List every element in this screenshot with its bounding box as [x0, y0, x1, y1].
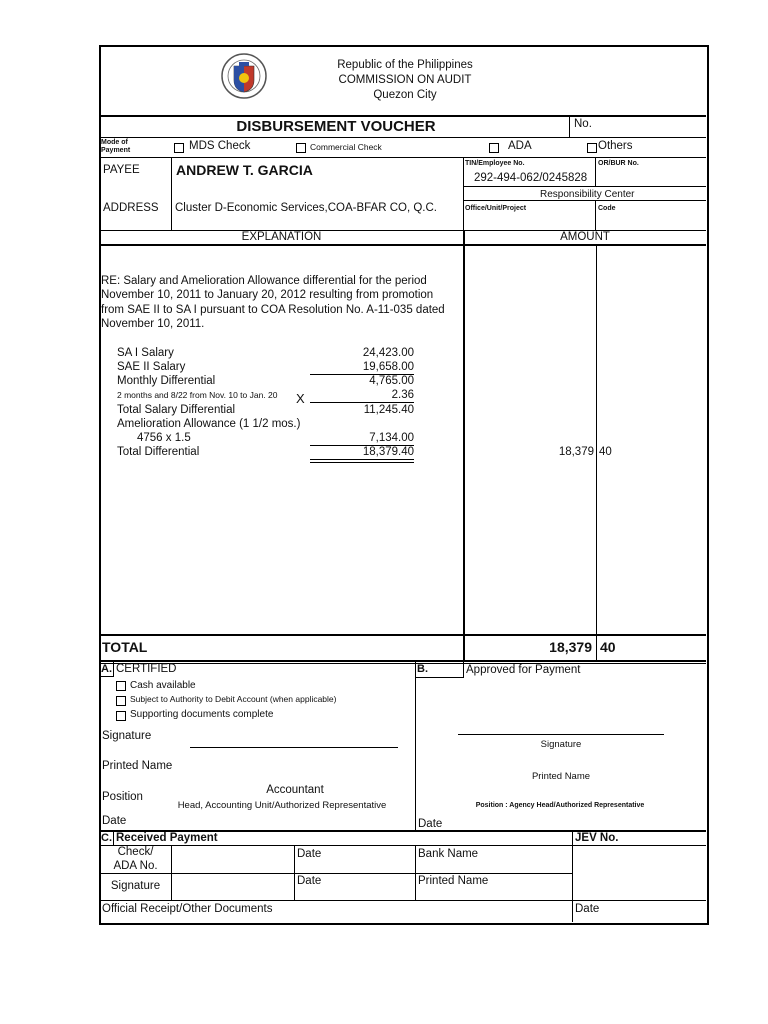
code-label: Code: [598, 205, 616, 212]
others-checkbox[interactable]: [587, 143, 597, 153]
commercial-check-label: Commercial Check: [310, 142, 382, 152]
explanation-line: November 10, 2011.: [101, 318, 205, 330]
section-b-date-label: Date: [418, 818, 443, 830]
sae2-salary-label: SAE II Salary: [117, 361, 186, 373]
rule: [463, 662, 464, 678]
amount-header: AMOUNT: [560, 231, 610, 243]
times-sign: X: [296, 391, 305, 406]
tin-value: 292-494-062/0245828: [474, 172, 588, 184]
rule: [415, 845, 416, 900]
rule: [596, 244, 597, 662]
official-receipt-label: Official Receipt/Other Documents: [102, 903, 273, 915]
ada-label: ADA: [508, 140, 532, 152]
section-a-printed-name-label: Printed Name: [102, 760, 173, 772]
rule: [100, 845, 706, 846]
rule: [595, 157, 596, 186]
monthly-differential-value: 4,765.00: [369, 375, 414, 387]
section-c-printed-name-label: Printed Name: [418, 875, 489, 887]
payee-name: ANDREW T. GARCIA: [176, 162, 313, 178]
amount-centavos: 40: [599, 446, 612, 458]
double-underline: [310, 462, 414, 463]
supporting-docs-checkbox[interactable]: [116, 711, 126, 721]
header-commission: COMMISSION ON AUDIT: [338, 74, 472, 86]
signature-line: [190, 747, 398, 748]
section-a-signature-label: Signature: [102, 730, 152, 742]
jev-no-label: JEV No.: [575, 832, 619, 844]
rule: [171, 845, 172, 900]
section-b-title: Approved for Payment: [466, 664, 581, 676]
payee-label: PAYEE: [103, 164, 140, 176]
months-label: 2 months and 8/22 from Nov. 10 to Jan. 20: [117, 390, 278, 400]
monthly-differential-label: Monthly Differential: [117, 375, 216, 387]
rule: [415, 662, 416, 830]
amelioration-value: 7,134.00: [369, 432, 414, 444]
rule: [100, 900, 706, 901]
rule: [572, 830, 573, 922]
section-c-signature-label: Signature: [110, 880, 161, 892]
section-c-date-label-2: Date: [297, 875, 322, 887]
or-date-label: Date: [575, 903, 600, 915]
rule: [463, 200, 706, 201]
check-ada-label: Check/: [117, 846, 154, 858]
sa1-salary-label: SA I Salary: [117, 347, 174, 359]
rule: [100, 115, 706, 117]
rule: [100, 676, 114, 677]
voucher-title: DISBURSEMENT VOUCHER: [236, 118, 436, 135]
section-a-date-label: Date: [102, 815, 127, 827]
rule: [113, 830, 114, 845]
rule: [415, 677, 463, 678]
others-label: Others: [598, 140, 633, 152]
rule: [100, 137, 706, 138]
ada-checkbox[interactable]: [489, 143, 499, 153]
section-a-position-value: Accountant: [266, 784, 324, 796]
tin-label: TIN/Employee No.: [465, 160, 525, 167]
section-a-title: CERTIFIED: [116, 663, 177, 675]
sae2-salary-value: 19,658.00: [362, 361, 414, 373]
rule: [463, 157, 464, 230]
sa1-salary-value: 24,423.00: [362, 347, 414, 359]
coa-seal: [217, 52, 271, 100]
rule: [113, 662, 114, 676]
section-c-title: Received Payment: [116, 832, 218, 844]
rule: [100, 157, 706, 158]
address-value: Cluster D-Economic Services,COA-BFAR CO, Q.C.: [175, 202, 437, 214]
rule: [463, 230, 465, 662]
mode-of-payment-label: Mode of Payment: [101, 139, 131, 154]
double-underline: [310, 459, 414, 460]
debit-authority-checkbox[interactable]: [116, 696, 126, 706]
address-label: ADDRESS: [103, 202, 159, 214]
office-unit-label: Office/Unit/Project: [465, 205, 527, 212]
section-a-position-label: Position: [102, 791, 143, 803]
total-centavos: 40: [600, 639, 616, 655]
voucher-no-label: No.: [574, 118, 592, 130]
bank-name-label: Bank Name: [418, 848, 479, 860]
mds-check-checkbox[interactable]: [174, 143, 184, 153]
cash-available-checkbox[interactable]: [116, 681, 126, 691]
underline: [310, 402, 414, 403]
supporting-docs-label: Supporting documents complete: [130, 709, 274, 720]
check-ada-label-2: ADA No.: [113, 860, 158, 872]
months-value: 2.36: [391, 389, 414, 401]
total-pesos: 18,379: [549, 639, 592, 655]
section-c-letter: C.: [101, 832, 112, 844]
rule: [463, 186, 706, 187]
amelioration-label: Amelioration Allowance (1 1/2 mos.): [117, 418, 301, 430]
rule: [100, 660, 706, 662]
total-salary-differential-value: 11,245.40: [363, 404, 414, 416]
section-c-date-label: Date: [297, 848, 322, 860]
debit-authority-label: Subject to Authority to Debit Account (when applicable): [130, 694, 337, 704]
rule: [294, 845, 295, 900]
section-b-signature-label: Signature: [540, 739, 582, 750]
total-differential-value: 18,379.40: [362, 446, 414, 458]
section-a-letter: A.: [101, 663, 112, 675]
amount-pesos: 18,379: [558, 446, 594, 458]
explanation-header: EXPLANATION: [241, 231, 322, 243]
rule: [100, 663, 706, 664]
header-city: Quezon City: [373, 89, 437, 101]
section-b-position-label: Position : Agency Head/Authorized Representative: [475, 802, 645, 809]
rule: [171, 157, 172, 230]
section-b-letter: B.: [417, 663, 428, 675]
total-label: TOTAL: [102, 639, 148, 655]
rule: [100, 634, 706, 636]
amelioration-calc: 4756 x 1.5: [137, 432, 191, 444]
total-salary-differential-label: Total Salary Differential: [117, 404, 236, 416]
rule: [595, 200, 596, 230]
explanation-line: RE: Salary and Amelioration Allowance differential for the period: [101, 275, 427, 287]
header-republic: Republic of the Philippines: [337, 59, 473, 71]
or-bur-label: OR/BUR No.: [598, 160, 639, 167]
section-b-printed-name-label: Printed Name: [531, 771, 591, 782]
section-a-position-sub: Head, Accounting Unit/Authorized Representative: [177, 800, 387, 811]
commercial-check-checkbox[interactable]: [296, 143, 306, 153]
responsibility-center-label: Responsibility Center: [540, 189, 635, 200]
explanation-line: November 10, 2011 to January 20, 2012 resulting from promotion: [101, 289, 434, 301]
mds-check-label: MDS Check: [189, 140, 251, 152]
signature-line: [458, 734, 664, 735]
rule: [100, 244, 706, 246]
total-differential-label: Total Differential: [117, 446, 200, 458]
cash-available-label: Cash available: [130, 680, 196, 691]
explanation-line: from SAE II to SA I pursuant to COA Resolution No. A-11-035 dated: [101, 304, 445, 316]
